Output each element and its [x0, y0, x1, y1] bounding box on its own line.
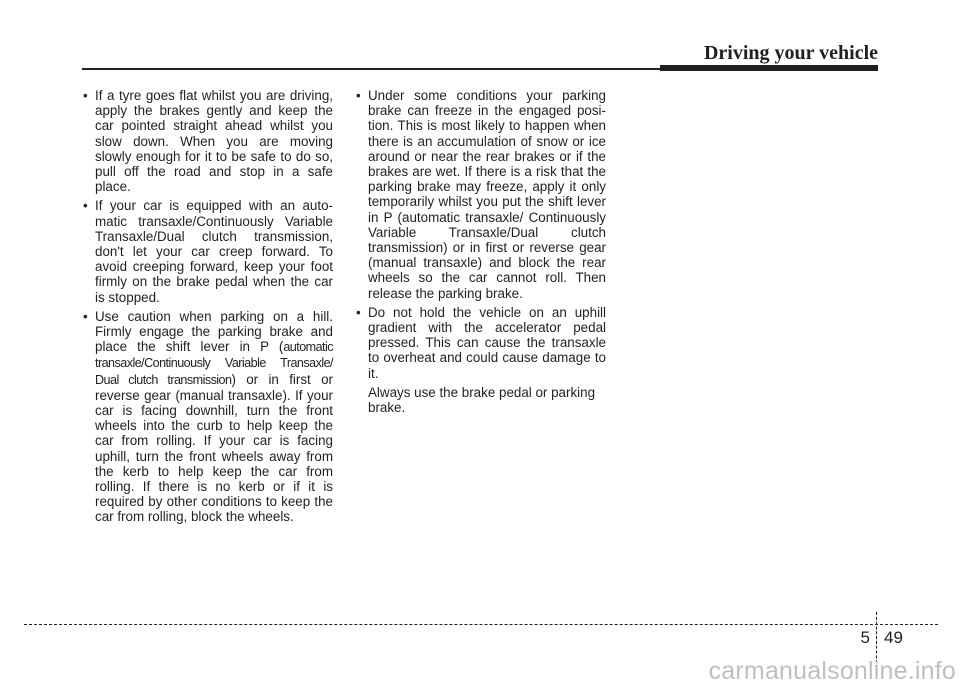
- bullet-text: Use caution when parking on a hill. Firmly engage the parking brake and place the shift lever in P (: [95, 308, 333, 355]
- footer-dashed-rule: [24, 624, 938, 625]
- bullet-text: If your car is equipped with an automatic transaxle/Continuously Variable Transaxle/Dual clutch transmission, don't let your car creep forward. To avoid creeping forward, keep your foot firmly on the brake pedal when the car is stopped.: [95, 198, 333, 305]
- bullet-text: Do not hold the vehicle on an uphill gradient with the accelerator pedal pressed. This can cause the transaxle to overheat and could cause damage to it.: [368, 304, 606, 381]
- chapter-number: 5: [860, 628, 870, 647]
- right-column: [354, 88, 606, 415]
- bullet-hill-parking: [81, 309, 333, 525]
- watermark-text: carmanualsonline.info: [708, 657, 956, 685]
- bullet-text: ) or in first or reverse gear (manual transaxle). If your car is facing downhill, turn the front wheels into the curb to help keep the car from rolling. If your car is facing uphill, turn the front wheels away from the kerb to help keep the car from rolling. If there is no kerb or if it is required by other conditions to keep the car from rolling, block the wheels.: [95, 371, 333, 525]
- right-bullet-list: [354, 88, 606, 381]
- continuation-paragraph: Always use the brake pedal or parking brake.: [368, 384, 596, 416]
- section-title: Driving your vehicle: [703, 42, 878, 64]
- bullet-text-condensed: automatic transaxle/Continuously Variable Transaxle/ Dual clutch transmission: [95, 340, 333, 387]
- header-rule-thick: [660, 65, 878, 71]
- left-bullet-list: [81, 88, 333, 525]
- left-column: [81, 88, 333, 529]
- bullet-text: If a tyre goes flat whilst you are driving, apply the brakes gently and keep the car pointed straight ahead whilst you slow down. When you are moving slowly enough for it to be safe to do so, pull off the road and stop in a safe place.: [95, 88, 333, 195]
- page-number: 49: [884, 628, 903, 647]
- bullet-uphill-accelerator: [354, 305, 606, 381]
- bullet-brake-freeze: [354, 88, 606, 301]
- header-rule-thin: [82, 68, 662, 70]
- bullet-text: Under some conditions your parking brake can freeze in the engaged position. This is most likely to happen when there is an accumulation of snow or ice around or near the rear brakes or if the brakes are wet. If there is a risk that the parking brake may freeze, apply it only temporarily whilst you put the shift lever in P (automatic transaxle/ Continuously Variable Transaxle/Dual clutch transmission) or in first or reverse gear (manual transaxle) and block the rear wheels so the car cannot roll. Then release the parking brake.: [368, 88, 606, 301]
- bullet-flat-tyre: [81, 88, 333, 194]
- bullet-automatic-creep: [81, 198, 333, 304]
